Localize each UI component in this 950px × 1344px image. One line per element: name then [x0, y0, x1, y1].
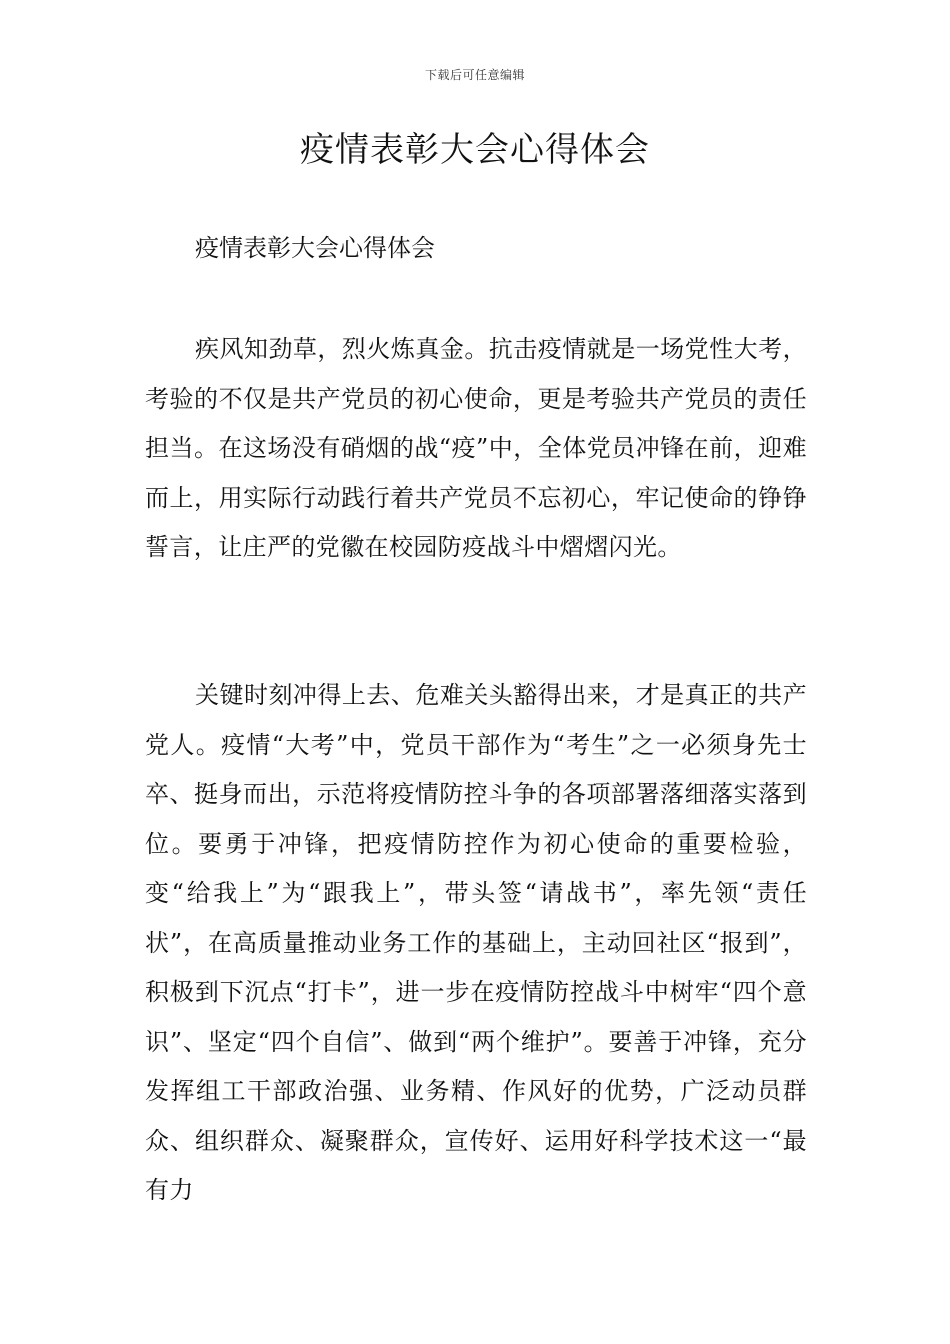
document-title: 疫情表彰大会心得体会	[300, 130, 650, 170]
header-note: 下载后可任意编辑	[424, 68, 525, 82]
body-paragraph-2: 关键时刻冲得上去、危难关头豁得出来，才是真正的共产党人。疫情“大考”中，党员干部作为“考生”之一必须身先士卒、挺身而出，示范将疫情防控斗争的各项部署落细落实落到位。要勇于冲锋，把疫情防控作为初心使命的重要检验，变“给我上”为“跟我上”，带头签“请战书”，率先领“责任状”，在高质量推动业务工作的基础上，主动回社区“报到”，积极到下沉点“打卡”，进一步在疫情防控战斗中树牢“四个意识”、坚定“四个自信”、做到“两个维护”。要善于冲锋，充分发挥组工干部政治强、业务精、作风好的优势，广泛动员群众、组织群众、凝聚群众，宣传好、运用好科学技术这一“最有力	[145, 681, 807, 1204]
document-subtitle: 疫情表彰大会心得体会	[195, 234, 435, 262]
body-paragraph-1: 疾风知劲草，烈火炼真金。抗击疫情就是一场党性大考，考验的不仅是共产党员的初心使命，更是考验共产党员的责任担当。在这场没有硝烟的战“疫”中，全体党员冲锋在前，迎难而上，用实际行动践行着共产党员不忘初心，牢记使命的铮铮誓言，让庄严的党徽在校园防疫战斗中熠熠闪光。	[145, 335, 807, 561]
